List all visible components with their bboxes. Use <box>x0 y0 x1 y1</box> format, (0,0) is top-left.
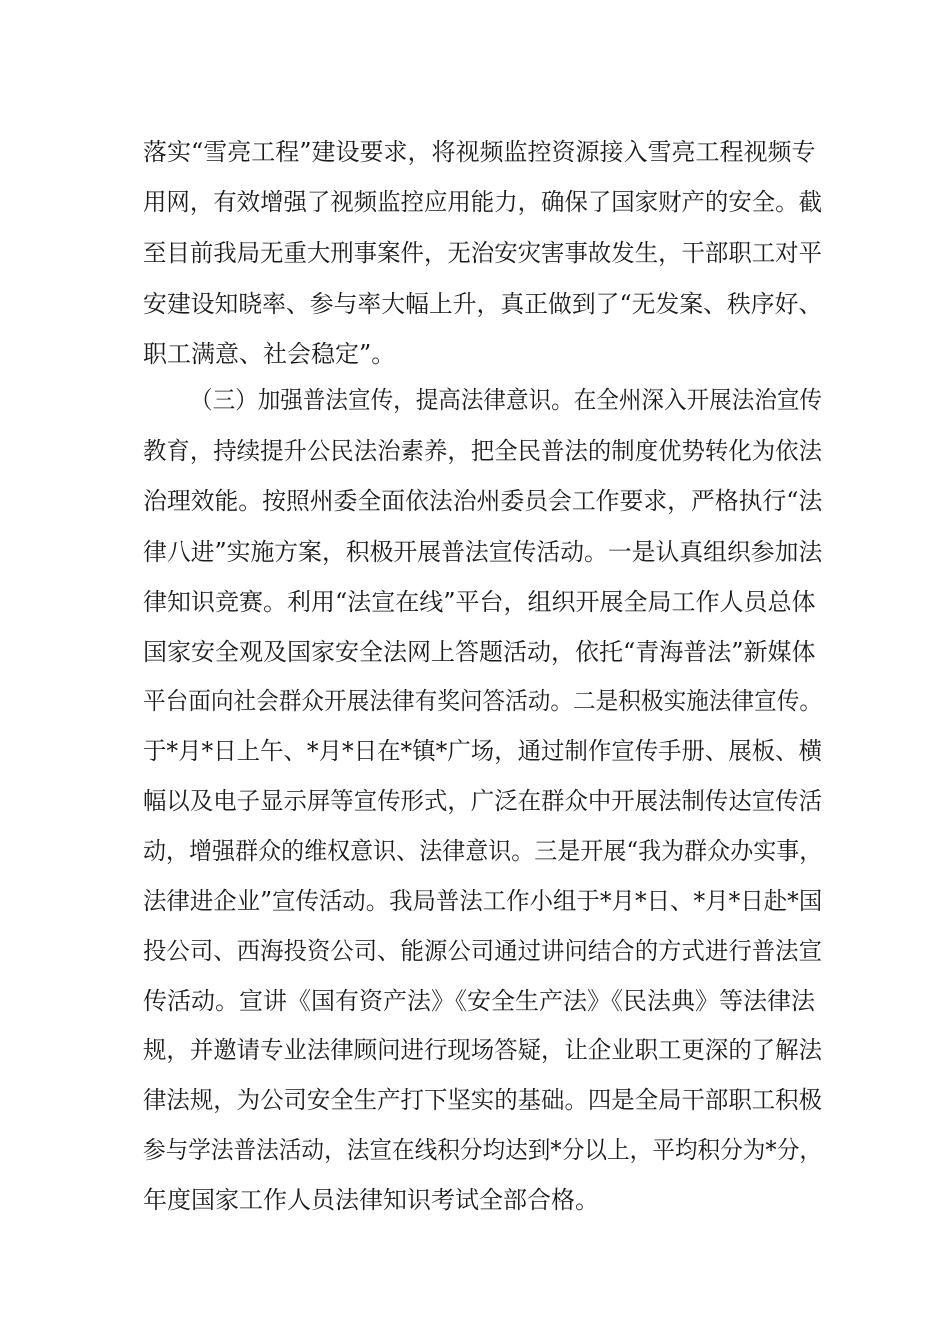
text-line: 于*月*日上午、*月*日在*镇*广场，通过制作宣传手册、展板、横 <box>143 737 822 765</box>
text-line: 律知识竞赛。利用“法宣在线”平台，组织开展全局工作人员总体 <box>143 588 816 616</box>
text-line: 国家安全观及国家安全法网上答题活动，依托“青海普法”新媒体 <box>143 638 816 666</box>
text-line: 教育，持续提升公民法治素养，把全民普法的制度优势转化为依法 <box>143 437 822 465</box>
text-line: 参与学法普法活动，法宣在线积分均达到*分以上，平均积分为*分， <box>143 1136 822 1164</box>
text-line: 律八进”实施方案，积极开展普法宣传活动。一是认真组织参加法 <box>143 538 823 566</box>
text-line: 治理效能。按照州委全面依法治州委员会工作要求，严格执行“法 <box>143 487 823 515</box>
text-line: 安建设知晓率、参与率大幅上升，真正做到了“无发案、秩序好、 <box>143 290 823 318</box>
text-line: 年度国家工作人员法律知识考试全部合格。 <box>143 1186 599 1214</box>
text-line: 动，增强群众的维权意识、法律意识。三是开展“我为群众办实事， <box>143 837 823 865</box>
text-line: 法律进企业”宣传活动。我局普法工作小组于*月*日、*月*日赴*国 <box>143 887 823 915</box>
text-line: 职工满意、社会稳定”。 <box>143 340 396 368</box>
text-line: 至目前我局无重大刑事案件，无治安灾害事故发生，干部职工对平 <box>143 239 822 267</box>
text-line: 幅以及电子显示屏等宣传形式，广泛在群众中开展法制传达宣传活 <box>143 787 822 815</box>
text-line: 律法规，为公司安全生产打下坚实的基础。四是全局干部职工积极 <box>143 1086 822 1114</box>
text-line: 规，并邀请专业法律顾问进行现场答疑，让企业职工更深的了解法 <box>143 1036 822 1064</box>
text-line: 用网，有效增强了视频监控应用能力，确保了国家财产的安全。截 <box>143 188 822 216</box>
section-heading-line: （三）加强普法宣传，提高法律意识。在全州深入开展法治宣传 <box>190 386 822 414</box>
text-line: 投公司、西海投资公司、能源公司通过讲问结合的方式进行普法宣 <box>143 937 822 965</box>
text-line: 平台面向社会群众开展法律有奖问答活动。二是积极实施法律宣传。 <box>143 687 822 715</box>
text-line: 传活动。宣讲《国有资产法》《安全生产法》《民法典》等法律法 <box>143 987 815 1015</box>
text-line: 落实“雪亮工程”建设要求，将视频监控资源接入雪亮工程视频专 <box>143 138 816 166</box>
